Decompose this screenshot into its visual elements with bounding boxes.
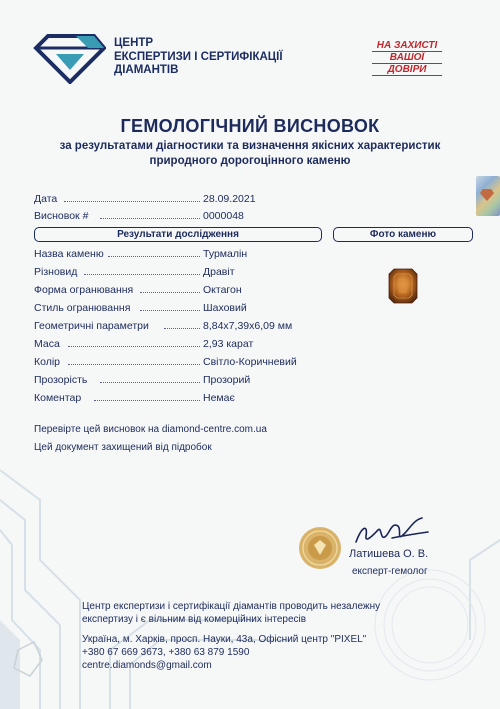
org-name-line3: ДІАМАНТІВ <box>114 64 179 76</box>
verify-link[interactable]: diamond-centre.com.ua <box>161 424 267 435</box>
result-label: Коментар <box>34 392 82 404</box>
result-value: 8,84х7,39х6,09 мм <box>203 320 293 332</box>
date-label: Дата <box>34 193 58 205</box>
results-section-header: Результати дослідження <box>34 227 322 242</box>
org-name-line1: ЦЕНТР <box>114 37 154 49</box>
footer-disclaimer-line1: Центр експертизи і сертифікації діамантів проводить незалежну <box>82 601 381 612</box>
leader-dots <box>64 201 200 202</box>
result-label: Прозорість <box>34 374 88 386</box>
result-value: Турмалін <box>203 248 248 260</box>
result-label: Колір <box>34 356 61 368</box>
footer-email[interactable]: centre.diamonds@gmail.com <box>82 660 212 671</box>
leader-dots <box>140 292 200 293</box>
slogan-line3: ДОВІРИ <box>372 64 442 76</box>
leader-dots <box>68 346 200 347</box>
leader-dots <box>84 274 200 275</box>
gold-seal-icon <box>298 526 342 570</box>
signer-name: Латишева О. В. <box>349 548 429 560</box>
org-name-line2: ЕКСПЕРТИЗИ І СЕРТИФІКАЦІЇ <box>114 50 283 63</box>
result-label: Різновид <box>34 266 78 278</box>
result-value: Октагон <box>203 284 242 296</box>
diamond-logo-icon <box>32 34 106 84</box>
leader-dots <box>68 364 200 365</box>
document-title: ГЕМОЛОГІЧНИЙ ВИСНОВОК <box>120 116 380 136</box>
footer-phones: +380 67 669 3673, +380 63 879 1590 <box>82 647 250 658</box>
subtitle-line2: природного дорогоцінного каменю <box>149 155 351 167</box>
leader-dots <box>140 310 200 311</box>
subtitle-line1: за результатами діагностики та визначення якісних характеристик <box>59 140 441 152</box>
leader-dots <box>100 382 200 383</box>
footer-address: Україна, м. Харків, просп. Науки, 43а, Офісний центр "PIXEL" <box>82 634 367 645</box>
result-value: Шаховий <box>203 302 247 314</box>
signer-role: експерт-гемолог <box>352 566 428 577</box>
gemstone-photo <box>388 268 418 304</box>
report-number-value: 0000048 <box>203 210 244 222</box>
result-value: Прозорий <box>203 374 251 386</box>
protection-note: Цей документ захищений від підробок <box>34 442 212 453</box>
leader-dots <box>164 328 200 329</box>
leader-dots <box>100 218 200 219</box>
verify-prefix: Перевірте цей висновок на <box>34 424 162 435</box>
document-subtitle <box>40 139 460 169</box>
photo-section-header: Фото каменю <box>333 227 473 242</box>
slogan-line1: НА ЗАХИСТІ <box>372 40 442 52</box>
date-value: 28.09.2021 <box>203 193 256 205</box>
result-label: Маса <box>34 338 60 350</box>
result-value: Немає <box>203 392 235 404</box>
slogan <box>368 40 446 76</box>
verify-note <box>34 424 267 435</box>
result-value: 2,93 карат <box>203 338 254 350</box>
leader-dots <box>94 400 200 401</box>
leader-dots <box>108 256 200 257</box>
signature <box>352 512 432 552</box>
hologram-sticker <box>476 176 500 216</box>
result-label: Назва каменю <box>34 248 104 260</box>
result-value: Дравіт <box>203 266 235 278</box>
result-value: Світло-Коричневий <box>203 356 297 368</box>
footer-disclaimer-line2: експертизу і є вільним від комерційних інтересів <box>82 614 307 625</box>
organization-name <box>114 37 283 78</box>
result-label: Геометричні параметри <box>34 320 149 332</box>
slogan-line2: ВАШОЇ <box>372 52 442 64</box>
hologram-diamond-icon <box>480 189 494 201</box>
result-label: Стиль огранювання <box>34 302 131 314</box>
result-label: Форма огранювання <box>34 284 134 296</box>
report-number-label: Висновок # <box>34 210 89 222</box>
